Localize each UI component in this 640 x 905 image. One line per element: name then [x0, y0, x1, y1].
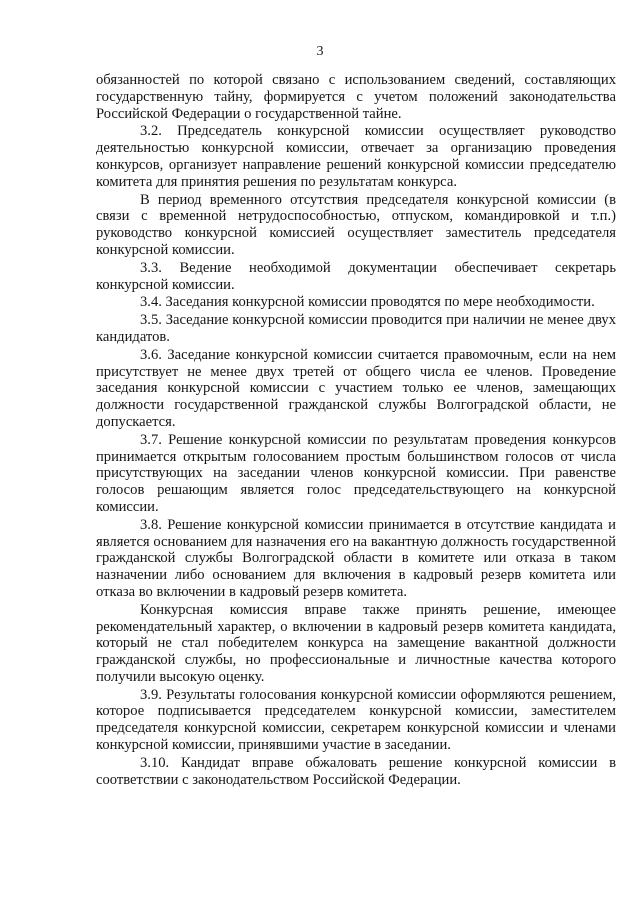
paragraph-3-8: 3.8. Решение конкурсной комиссии принимается в отсутствие кандидата и является основанием для назначения его на вакантную должность государственной гражданской службы Волгоградской области в комитете или отказа в таком назначении либо основанием для включения в кадровый резерв комитета или отказа во включении в кадровый резерв комитета. [96, 516, 616, 600]
paragraph-3-7: 3.7. Решение конкурсной комиссии по результатам проведения конкурсов принимается открытым голосованием простым большинством голосов от числа присутствующих на заседании членов конкурсной комиссии. При равенстве голосов решающим является голос председательствующего на конкурсной комиссии. [96, 431, 616, 515]
paragraph-3-6: 3.6. Заседание конкурсной комиссии считается правомочным, если на нем присутствует не менее двух третей от общего числа ее членов. Проведение заседания конкурсной комиссии с участием только ее членов, замещающих должности государственной гражданской службы Волгоградской области, не допускается. [96, 346, 616, 430]
paragraph-3-9: 3.9. Результаты голосования конкурсной комиссии оформляются решением, которое подписывается председателем конкурсной комиссии, заместителем председателя конкурсной комиссии, секретарем конкурсной комиссии и членами конкурсной комиссии, принявшими участие в заседании. [96, 686, 616, 754]
paragraph-3-8-recommendation: Конкурсная комиссия вправе также принять решение, имеющее рекомендательный характер, о включении в кадровый резерв комитета кандидата, который не стал победителем конкурса на замещение вакантной должности гражданской службы, но профессиональные и личностные качества которого получили высокую оценку. [96, 601, 616, 685]
document-body [96, 72, 616, 788]
paragraph-3-2: 3.2. Председатель конкурсной комиссии осуществляет руководство деятельностью конкурсной комиссии, отвечает за организацию проведения конкурсов, организует направление решений конкурсной комиссии председателю комитета для принятия решения по результатам конкурса. [96, 123, 616, 190]
paragraph-continuation: обязанностей по которой связано с использованием сведений, составляющих государственную тайну, формируется с учетом положений законодательства Российской Федерации о государственной тайне. [96, 72, 616, 122]
paragraph-3-3: 3.3. Ведение необходимой документации обеспечивает секретарь конкурсной комиссии. [96, 259, 616, 293]
paragraph-3-10: 3.10. Кандидат вправе обжаловать решение конкурсной комиссии в соответствии с законодательством Российской Федерации. [96, 754, 616, 788]
page-number: 3 [316, 44, 324, 59]
paragraph-3-4: 3.4. Заседания конкурсной комиссии проводятся по мере необходимости. [140, 294, 595, 311]
paragraph-3-2-absence: В период временного отсутствия председателя конкурсной комиссии (в связи с временной нетрудоспособностью, отпуском, командировкой и т.п.) руководство конкурсной комиссией осуществляет заместитель председателя конкурсной комиссии. [96, 191, 616, 258]
paragraph-3-5: 3.5. Заседание конкурсной комиссии проводится при наличии не менее двух кандидатов. [96, 312, 616, 345]
